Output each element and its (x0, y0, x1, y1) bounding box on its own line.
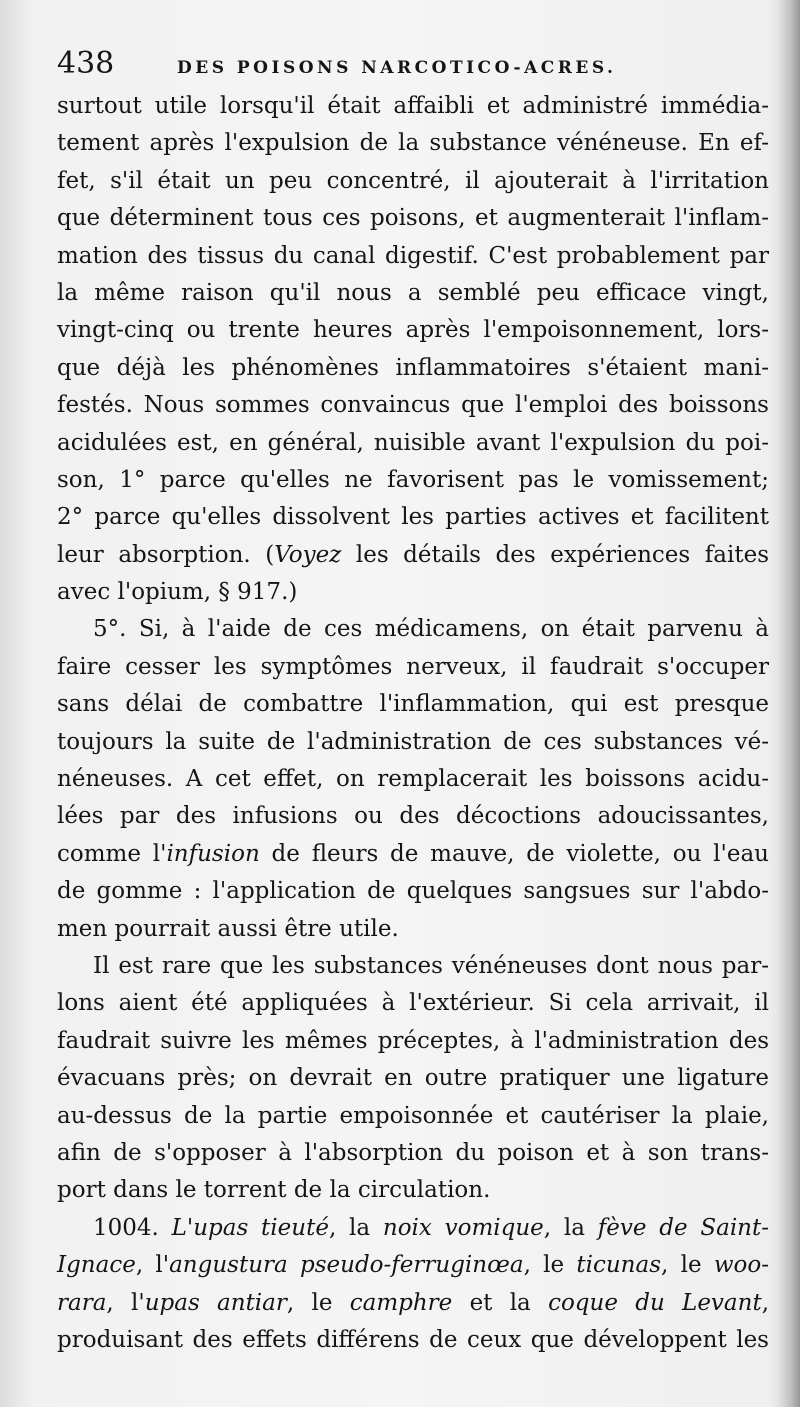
text-line (57, 911, 769, 948)
page-number: 438 (57, 46, 115, 81)
text-segment: port dans le torrent de la circulation. (57, 1177, 491, 1204)
text-segment: acidulées est, en général, nuisible avant l'expulsion du poi- (57, 429, 769, 456)
italic-text: ticunas (576, 1252, 662, 1279)
text-line (57, 724, 769, 761)
text-segment: faudrait suivre les mêmes préceptes, à l'administration des (57, 1027, 769, 1054)
italic-text: infusion (166, 840, 260, 867)
page-edge-shadow (778, 0, 800, 1407)
text-line (57, 948, 769, 985)
text-segment: tement après l'expulsion de la substance vénéneuse. En ef- (57, 130, 769, 157)
text-segment: 5°. Si, à l'aide de ces médicamens, on était parvenu à (93, 616, 769, 643)
italic-text: woo- (713, 1252, 769, 1279)
text-segment: fet, s'il était un peu concentré, il ajouterait à l'irritation (57, 167, 769, 194)
text-line (57, 1210, 769, 1247)
text-segment: néneuses. A cet effet, on remplacerait les boissons acidu- (57, 766, 769, 793)
italic-text: upas antiar (144, 1289, 287, 1316)
italic-text: noix vomique (382, 1214, 544, 1241)
text-segment: afin de s'opposer à l'absorption du poison et à son trans- (57, 1139, 769, 1166)
text-segment: avec l'opium, § 917.) (57, 579, 298, 606)
text-line (57, 1322, 769, 1359)
text-segment: , la (328, 1214, 383, 1241)
text-line (57, 275, 769, 312)
italic-text: angustura pseudo-ferruginœa (169, 1252, 524, 1279)
text-segment: , l' (106, 1289, 145, 1316)
text-segment: que déjà les phénomènes inflammatoires s'étaient mani- (57, 354, 769, 381)
text-line (57, 312, 769, 349)
text-segment: , l' (135, 1252, 170, 1279)
page-content (57, 40, 769, 1359)
text-segment: festés. Nous sommes convaincus que l'emploi des boissons (57, 392, 769, 419)
text-line (57, 686, 769, 723)
text-line (57, 1023, 769, 1060)
text-line (57, 836, 769, 873)
text-line (57, 1247, 769, 1284)
text-line (57, 387, 769, 424)
text-line (57, 985, 769, 1022)
text-segment: , le (523, 1252, 577, 1279)
text-segment: mation des tissus du canal digestif. C'est probablement par (57, 242, 769, 269)
text-segment: toujours la suite de l'administration de ces substances vé- (57, 728, 769, 755)
text-segment: lons aient été appliquées à l'extérieur. Si cela arrivait, il (57, 990, 769, 1017)
text-segment: leur absorption. ( (57, 541, 275, 568)
italic-text: coque du Levant (548, 1289, 762, 1316)
text-line (57, 537, 769, 574)
text-segment: , le (286, 1289, 350, 1316)
text-line (57, 238, 769, 275)
text-segment: Il est rare que les substances vénéneuses dont nous par- (93, 952, 769, 979)
text-segment: sans délai de combattre l'inflammation, qui est presque (57, 691, 769, 718)
text-line (57, 1060, 769, 1097)
text-line (57, 649, 769, 686)
italic-text: rara (57, 1289, 107, 1316)
text-line (57, 574, 769, 611)
text-segment: 2° parce qu'elles dissolvent les parties actives et facilitent (57, 504, 769, 531)
text-segment: vingt-cinq ou trente heures après l'empoisonnement, lors- (57, 317, 769, 344)
text-line (57, 1135, 769, 1172)
text-line (57, 350, 769, 387)
text-segment: , le (661, 1252, 714, 1279)
text-line (57, 88, 769, 125)
text-segment: , (761, 1289, 770, 1316)
italic-text: L'upas tieuté (171, 1214, 329, 1241)
italic-text: fève de Saint- (597, 1214, 769, 1241)
text-line (57, 611, 769, 648)
text-segment: de fleurs de mauve, de violette, ou l'eau (259, 840, 769, 867)
text-segment: de gomme : l'application de quelques sangsues sur l'abdo- (57, 878, 769, 905)
text-line (57, 798, 769, 835)
text-line (57, 163, 769, 200)
text-segment: men pourrait aussi être utile. (57, 915, 399, 942)
text-segment: lées par des infusions ou des décoctions adoucissantes, (57, 803, 769, 830)
running-head: DES POISONS NARCOTICO-ACRES. (177, 58, 617, 78)
text-segment: faire cesser les symptômes nerveux, il faudrait s'occuper (57, 653, 769, 680)
text-segment: évacuans près; on devrait en outre pratiquer une ligature (57, 1065, 769, 1092)
text-segment: son, 1° parce qu'elles ne favorisent pas le vomissement; (57, 466, 769, 493)
page-header (57, 40, 769, 88)
italic-text: camphre (349, 1289, 453, 1316)
text-segment: que déterminent tous ces poisons, et augmenterait l'inflam- (57, 205, 769, 232)
text-segment: produisant des effets différens de ceux que développent les (57, 1326, 769, 1353)
text-line (57, 1172, 769, 1209)
text-line (57, 425, 769, 462)
text-line (57, 200, 769, 237)
text-line (57, 873, 769, 910)
text-segment: la même raison qu'il nous a semblé peu efficace vingt, (57, 279, 769, 306)
text-segment: au-dessus de la partie empoisonnée et cautériser la plaie, (57, 1102, 769, 1129)
italic-text: Ignace (57, 1252, 136, 1279)
text-line (57, 1098, 769, 1135)
text-segment: les détails des expériences faites (341, 541, 770, 568)
italic-text: Voyez (274, 541, 342, 568)
body-text (57, 88, 769, 1359)
text-line (57, 761, 769, 798)
text-line (57, 125, 769, 162)
text-segment: comme l' (57, 840, 167, 867)
text-segment: et la (452, 1289, 549, 1316)
text-segment: surtout utile lorsqu'il était affaibli et administré immédia- (57, 93, 769, 119)
text-segment: , la (543, 1214, 598, 1241)
text-line (57, 462, 769, 499)
text-segment: 1004. (93, 1214, 172, 1241)
text-line (57, 499, 769, 536)
text-line (57, 1285, 769, 1322)
